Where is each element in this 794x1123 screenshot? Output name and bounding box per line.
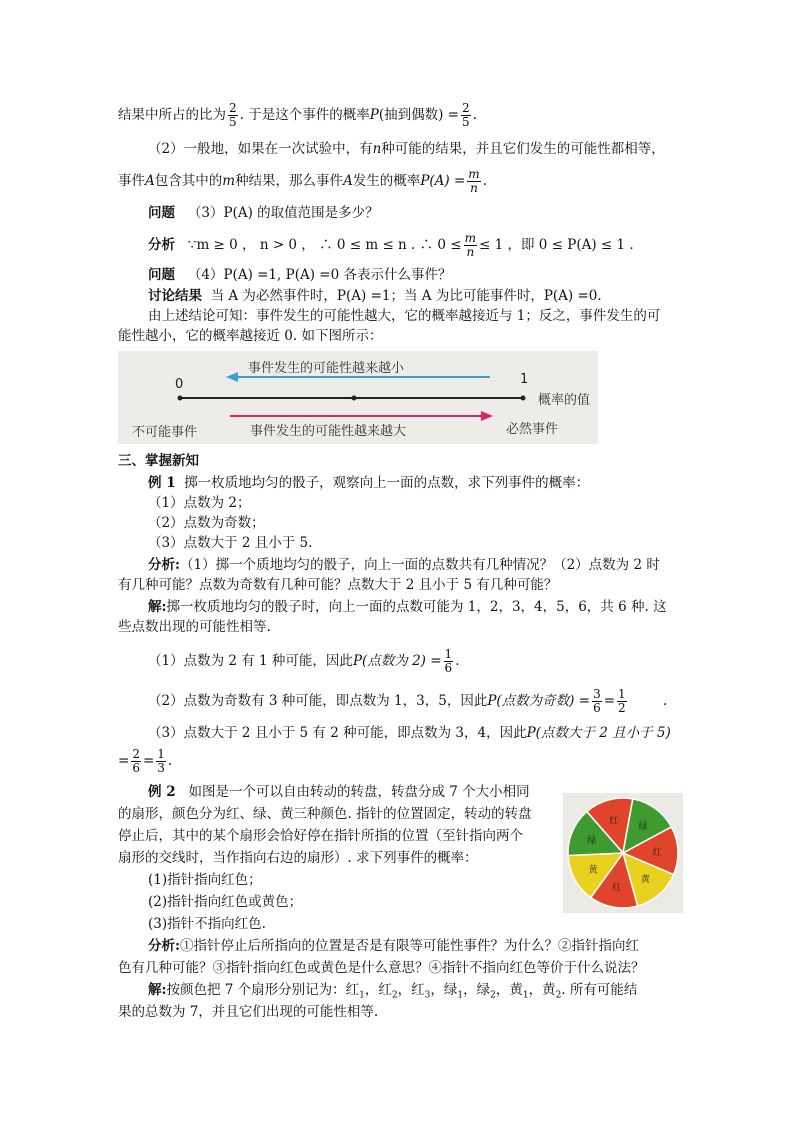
text-line: 的扇形，颜色分为红、绿、黄三种颜色. 指针的位置固定，转动的转盘: [118, 806, 532, 822]
denominator: 6: [132, 761, 140, 775]
math-symbol: P: [369, 107, 379, 123]
question-text: （3）P(A) 的取值范围是多少？: [187, 205, 379, 221]
math-symbol: A: [343, 173, 353, 189]
text: ，红: [364, 982, 392, 998]
solution-text: 掷一枚质地均匀的骰子时，向上一面的点数可能为 1，2，3，4，5，6，共 6 种. 这: [166, 599, 667, 615]
analysis-line: [148, 556, 660, 574]
math-expression: P(点数为奇数) =: [487, 693, 591, 709]
fraction: [131, 748, 141, 775]
text-line: 色有几种可能？③指针指向红色或黄色是什么意思？④指针不指向红色等价于什么说法？: [118, 960, 645, 976]
fraction: [464, 232, 477, 259]
fraction: [461, 102, 471, 129]
subscript: 1: [522, 990, 529, 1001]
subscript: 3: [424, 990, 431, 1001]
spinner-sector-label: 红: [609, 816, 619, 827]
list-item: （3）点数大于 2 且小于 5.: [148, 535, 313, 551]
text: =: [118, 753, 130, 769]
question-label: 问题: [148, 267, 175, 283]
example-text: 如图是一个可以自由转动的转盘，转盘分成 7 个大小相同: [188, 784, 530, 800]
numerator: 2: [132, 747, 140, 761]
text-line: [118, 168, 487, 195]
subscript: 1: [359, 990, 365, 1001]
solution-step: [148, 688, 667, 715]
fraction: [444, 648, 454, 675]
numerator: m: [468, 167, 480, 181]
denominator: 2: [618, 701, 626, 715]
example-label: 例 2: [148, 784, 176, 800]
numerator: 2: [229, 101, 237, 115]
list-item: (2)指针指向红色或黄色；: [148, 894, 303, 910]
analysis-line: [148, 232, 634, 259]
question-line: [148, 204, 379, 222]
spinner-sector-label: 红: [652, 848, 662, 858]
discussion-label: 讨论结果: [148, 288, 202, 304]
analysis-label: 分析: [148, 237, 175, 253]
text: 包含其中的: [154, 173, 223, 189]
denominator: 3: [157, 761, 165, 775]
subscript: 2: [555, 990, 562, 1001]
denominator: 5: [229, 115, 237, 129]
numerator: 2: [461, 101, 470, 115]
text: （2）一般地，如果在一次试验中，有: [148, 141, 373, 157]
numerator: 1: [618, 687, 626, 701]
solution-line: [148, 981, 637, 1005]
solution-step: [148, 724, 671, 742]
text-line: 果的总数为 7，并且它们出现的可能性相等.: [118, 1004, 379, 1020]
numerator: 1: [444, 647, 453, 661]
solution-label: 解:: [148, 599, 167, 615]
denominator: 5: [461, 115, 470, 129]
math-expression: P(点数为 2) =: [352, 653, 442, 669]
one-label: 1: [520, 372, 529, 387]
certain-event-label: 必然事件: [506, 422, 559, 437]
question-label: 问题: [148, 205, 175, 221]
example-line: [148, 783, 530, 801]
text: =: [603, 693, 616, 709]
math-symbol: m: [222, 173, 236, 189]
numerator: m: [464, 231, 477, 245]
example-label: 例 1: [148, 475, 176, 491]
text: =: [142, 753, 155, 769]
list-item: (1)指针指向红色；: [148, 872, 262, 888]
discussion-line: [148, 287, 602, 305]
text: 种可能的结果，并且它们发生的可能性都相等，: [381, 141, 665, 157]
analysis-label: 分析:: [148, 938, 180, 954]
axis-point-middle: [352, 396, 357, 401]
text: ，黄: [528, 982, 556, 998]
top-arrow-label: 事件发生的可能性越来越小: [248, 361, 405, 376]
text: (抽到偶数) =: [378, 107, 459, 123]
solution-line: [148, 598, 667, 616]
text: 结果中所占的比为: [118, 107, 226, 123]
solution-step: [148, 648, 459, 675]
value-label: 概率的值: [538, 393, 591, 408]
axis-point-one: [521, 396, 526, 401]
question-text: （4）P(A) =1, P(A) =0 各表示什么事件？: [187, 267, 452, 283]
subscript: 2: [490, 990, 496, 1001]
text: ，红: [397, 982, 425, 998]
axis-point-zero: [178, 396, 183, 401]
text: 种结果，那么事件: [235, 173, 344, 189]
subscript: 1: [457, 990, 464, 1001]
text: （1）点数为 2 有 1 种可能，因此: [148, 653, 353, 669]
denominator: 6: [444, 661, 453, 675]
analysis-text: （1）掷一个质地均匀的骰子，向上一面的点数共有几种情况？（2）点数为 2 时: [179, 557, 660, 573]
text-line: 些点数出现的可能性相等.: [118, 619, 271, 635]
text: . 所有可能结: [561, 982, 638, 998]
fraction: [467, 168, 480, 195]
math-expression: P(点数大于 2 且小于 5): [526, 725, 671, 741]
numerator: 1: [157, 747, 165, 761]
text-line: 扇形的交线时，当作指向右边的扇形）. 求下列事件的概率：: [118, 850, 478, 866]
text: ，绿: [463, 982, 491, 998]
text-line: 由上述结论可知：事件发生的可能性越大，它的概率越接近与 1；反之，事件发生的可: [148, 308, 661, 324]
subscript: 2: [391, 990, 398, 1001]
text: （3）点数大于 2 且小于 5 有 2 种可能，即点数为 3，4，因此: [148, 725, 527, 741]
fraction: [617, 688, 627, 715]
list-item: （1）点数为 2；: [148, 495, 251, 511]
analysis-text: ≤ 1 ，即 0 ≤ P(A) ≤ 1 .: [479, 237, 634, 253]
text: .: [455, 653, 460, 669]
spinner-figure: [563, 793, 683, 913]
zero-label: 0: [175, 377, 184, 392]
text: . 于是这个事件的概率: [239, 107, 370, 123]
text-line: 能性越小，它的概率越接近 0. 如下图所示：: [118, 328, 383, 344]
spinner-sector-label: 红: [612, 883, 622, 894]
text: （2）点数为奇数有 3 种可能，即点数为 1，3，5，因此: [148, 693, 488, 709]
math-symbol: A: [145, 173, 155, 189]
impossible-event-label: 不可能事件: [132, 425, 198, 440]
section-title: 三、掌握新知: [118, 453, 199, 469]
bottom-arrow-label: 事件发生的可能性越来越大: [250, 424, 407, 439]
spinner-sector-label: 黄: [640, 875, 650, 886]
fraction: [228, 102, 238, 129]
text: 发生的概率: [352, 173, 421, 189]
solution-step-continued: [118, 748, 172, 775]
text-line: 有几种可能？点数为奇数有几种可能？点数大于 2 且小于 5 有几种可能？: [118, 577, 558, 593]
example-line: [148, 474, 589, 492]
text: =: [449, 173, 466, 189]
fraction: [592, 688, 602, 715]
text: .: [167, 753, 173, 769]
denominator: n: [470, 181, 478, 195]
spinner-sector-label: 绿: [587, 836, 597, 847]
text: 事件: [118, 173, 145, 189]
denominator: n: [466, 245, 475, 259]
analysis-label: 分析:: [148, 557, 180, 573]
text: .: [482, 173, 487, 189]
math-symbol: P(A): [420, 173, 450, 189]
fraction: [156, 748, 166, 775]
text-line: [148, 140, 665, 158]
text: .: [663, 693, 668, 709]
text: ，绿: [430, 982, 458, 998]
text-line: 停止后，其中的某个扇形会恰好停在指针所指的位置（至针指向两个: [118, 828, 523, 844]
list-item: （2）点数为奇数；: [148, 515, 265, 531]
list-item: (3)指针不指向红色.: [148, 916, 266, 932]
analysis-line: [148, 937, 639, 955]
math-symbol: n: [372, 141, 382, 157]
numerator: 3: [593, 687, 601, 701]
probability-scale-figure: [118, 351, 598, 444]
denominator: 6: [593, 701, 601, 715]
question-line: [148, 266, 451, 284]
spinner-sector-label: 黄: [588, 865, 598, 876]
discussion-text: 当 A 为必然事件时，P(A) =1；当 A 为比可能事件时，P(A) =0.: [210, 288, 602, 304]
analysis-text: ①指针停止后所指向的位置是否是有限等可能性事件？为什么？②指针指向红: [179, 938, 639, 954]
text: .: [472, 107, 477, 123]
text: ，黄: [495, 982, 523, 998]
text-line: [118, 102, 477, 129]
spinner-sector-label: 绿: [638, 821, 648, 832]
example-text: 掷一枚质地均匀的骰子，观察向上一面的点数，求下列事件的概率：: [184, 475, 590, 491]
analysis-text: ∵m ≥ 0 ， n > 0 ， ∴ 0 ≤ m ≤ n . ∴ 0 ≤: [187, 237, 462, 253]
text: 按颜色把 7 个扇形分别记为：红: [166, 982, 360, 998]
solution-label: 解:: [148, 982, 167, 998]
